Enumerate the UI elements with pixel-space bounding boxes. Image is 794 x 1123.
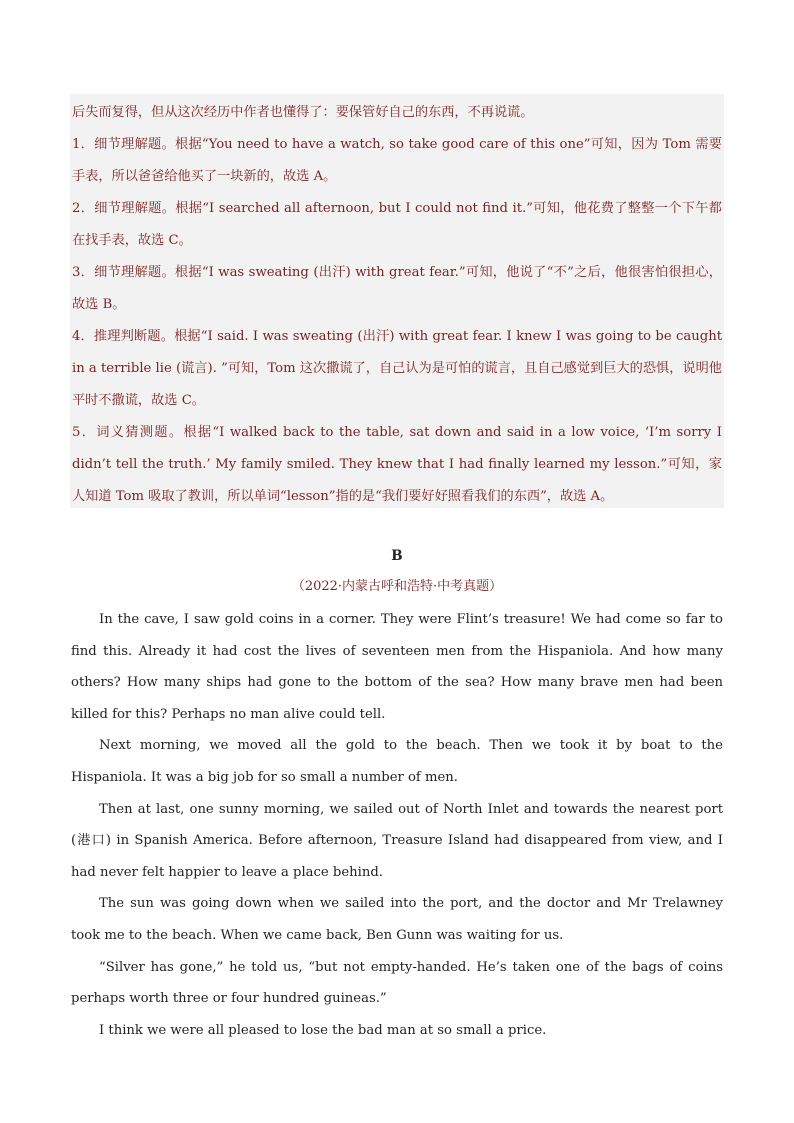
- answer-item-3: 3．细节理解题。根据“I was sweating (出汗) with great fear.”可知，他说了“不”之后，他很害怕很担心，故选 B。: [72, 265, 722, 312]
- reading-passage: [71, 604, 723, 1046]
- passage-paragraph-5: “Silver has gone,” he told us, “but not empty-handed. He’s taken one of the bags of coins perhaps worth three or four hundred guineas.”: [71, 959, 723, 1007]
- answer-item-4: 4．推理判断题。根据“I said. I was sweating (出汗) with great fear. I knew I was going to be caught in a terrible lie (谎言). ”可知，Tom 这次撒谎了，自己认为是可怕的谎言，且自己感觉到巨大的恐惧，说明他平时不撒谎，故选 C。: [72, 329, 722, 408]
- passage-paragraph-1: In the cave, I saw gold coins in a corner. They were Flint’s treasure! We had come so far to find this. Already it had cost the lives of seventeen men from the Hispaniola. And how many others? How many ships had gone to the bottom of the sea? How many brave men had been killed for this? Perhaps no man alive could tell.: [71, 612, 723, 722]
- passage-paragraph-2: Next morning, we moved all the gold to the beach. Then we took it by boat to the Hispaniola. It was a big job for so small a number of men.: [71, 738, 723, 785]
- answer-explanation-box: [70, 94, 724, 508]
- answer-item-2: 2．细节理解题。根据“I searched all afternoon, but I could not find it.”可知，他花费了整整一个下午都在找手表，故选 C。: [72, 201, 722, 248]
- section-source: （2022·内蒙古呼和浩特·中考真题）: [291, 579, 503, 594]
- answer-intro: 后失而复得，但从这次经历中作者也懂得了：要保管好自己的东西，不再说谎。: [72, 105, 534, 120]
- section-title: B: [391, 548, 403, 564]
- answer-item-1: 1．细节理解题。根据“You need to have a watch, so take good care of this one”可知，因为 Tom 需要手表，所以爸爸给他买了一块新的，故选 A。: [72, 137, 722, 184]
- passage-paragraph-6: I think we were all pleased to lose the bad man at so small a price.: [99, 1022, 547, 1038]
- answer-item-5: 5．词义猜测题。根据“I walked back to the table, sat down and said in a low voice, ‘I’m sorry I didn’t tell the truth.’ My family smiled. They knew that I had finally learned my lesson.”可知，家人知道 Tom 吸取了教训，所以单词“lesson”指的是“我们要好好照看我们的东西”，故选 A。: [72, 425, 722, 504]
- passage-paragraph-3: Then at last, one sunny morning, we sailed out of North Inlet and towards the nearest port (港口) in Spanish America. Before afternoon, Treasure Island had disappeared from view, and I had never felt happier to leave a place behind.: [71, 801, 723, 880]
- passage-paragraph-4: The sun was going down when we sailed into the port, and the doctor and Mr Trelawney took me to the beach. When we came back, Ben Gunn was waiting for us.: [71, 896, 723, 943]
